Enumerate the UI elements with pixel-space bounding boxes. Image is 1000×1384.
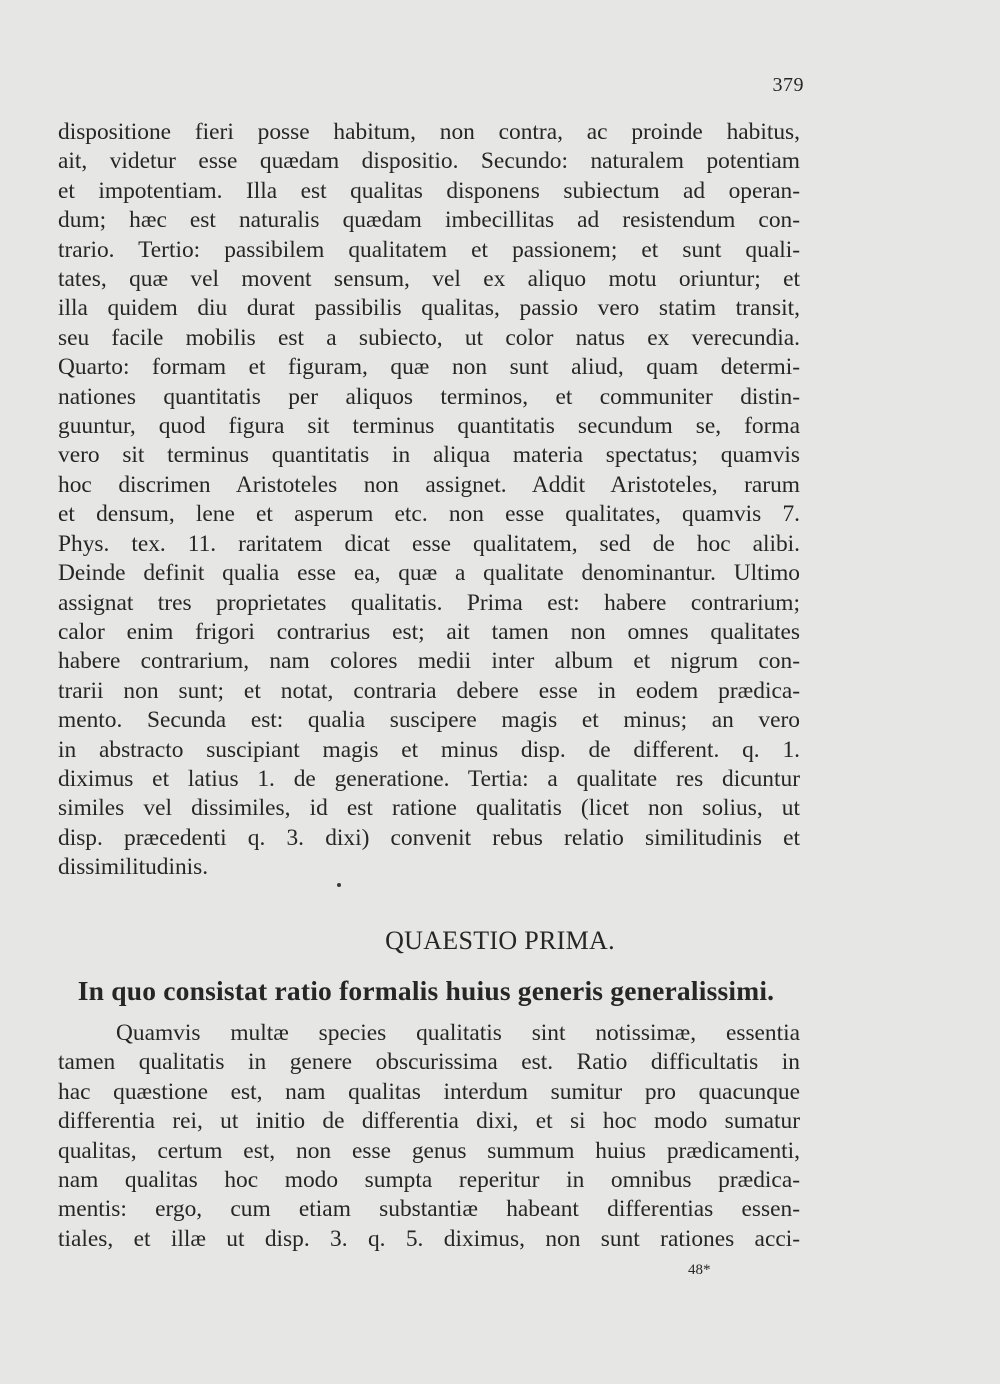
- text-line: tates, quæ vel movent sensum, vel ex aliquo motu oriuntur; et: [58, 266, 800, 293]
- text-line: guuntur, quod figura sit terminus quantitatis secundum se, forma: [58, 413, 800, 440]
- text-line: illa quidem diu durat passibilis qualitas, passio vero statim transit,: [58, 295, 800, 322]
- text-line: vero sit terminus quantitatis in aliqua materia spectatus; quamvis: [58, 442, 800, 469]
- text-line: ait, videtur esse quædam dispositio. Secundo: naturalem potentiam: [58, 148, 800, 175]
- text-line: et densum, lene et asperum etc. non esse qualitates, quamvis 7.: [58, 501, 800, 528]
- text-line: nationes quantitatis per aliquos terminos, et communiter distin-: [58, 383, 800, 410]
- text-line: calor enim frigori contrarius est; ait tamen non omnes qualitates: [58, 618, 800, 645]
- text-line: tiales, et illæ ut disp. 3. q. 5. diximus, non sunt rationes acci-: [58, 1225, 800, 1252]
- text-line: qualitas, certum est, non esse genus summum huius prædicamenti,: [58, 1137, 800, 1164]
- text-line: dispositione fieri posse habitum, non contra, ac proinde habitus,: [58, 119, 800, 145]
- text-line: assignat tres proprietates qualitatis. Prima est: habere contrarium;: [58, 589, 800, 616]
- text-line: similes vel dissimiles, id est ratione qualitatis (licet non solius, ut: [58, 795, 800, 822]
- text-line: mentis: ergo, cum etiam substantiæ habeant differentias essen-: [58, 1196, 800, 1223]
- paragraph-continuation: [58, 118, 800, 883]
- text-line: Phys. tex. 11. raritatem dicat esse qualitatem, sed de hoc alibi.: [58, 530, 800, 557]
- text-line: in abstracto suscipiant magis et minus disp. de different. q. 1.: [58, 736, 800, 763]
- text-line: hoc discrimen Aristoteles non assignet. Addit Aristoteles, rarum: [58, 471, 800, 498]
- section-subtitle: In quo consistat ratio formalis huius generis generalissimi.: [77, 975, 775, 1006]
- text-line: trario. Tertio: passibilem qualitatem et passionem; et sunt quali-: [58, 236, 800, 263]
- text-line: diximus et latius 1. de generatione. Tertia: a qualitate res dicuntur: [58, 765, 800, 792]
- separator-dot: [337, 883, 341, 887]
- signature-mark: 48*: [688, 1262, 711, 1278]
- text-line: nam qualitas hoc modo sumpta reperitur in omnibus prædica-: [58, 1167, 800, 1194]
- text-line: dum; hæc est naturalis quædam imbecillitas ad resistendum con-: [58, 207, 800, 234]
- text-line: Quamvis multæ species qualitatis sint notissimæ, essentia: [116, 1020, 800, 1046]
- text-line: hac quæstione est, nam qualitas interdum sumitur pro quacunque: [58, 1078, 800, 1105]
- text-line: Deinde definit qualia esse ea, quæ a qualitate denominantur. Ultimo: [58, 560, 800, 587]
- text-line: differentia rei, ut initio de differentia dixi, et si hoc modo sumatur: [58, 1108, 800, 1135]
- text-line: habere contrarium, nam colores medii inter album et nigrum con-: [58, 648, 800, 675]
- text-line: trarii non sunt; et notat, contraria debere esse in eodem prædica-: [58, 677, 800, 704]
- text-line: seu facile mobilis est a subiecto, ut color natus ex verecundia.: [58, 324, 800, 351]
- text-line: dissimilitudinis.: [58, 854, 209, 881]
- text-line: tamen qualitatis in genere obscurissima est. Ratio difficultatis in: [58, 1049, 800, 1076]
- text-line: Quarto: formam et figuram, quæ non sunt aliud, quam determi-: [58, 354, 800, 381]
- section-title: QUAESTIO PRIMA.: [385, 926, 615, 955]
- text-line: et impotentiam. Illa est qualitas disponens subiectum ad operan-: [58, 177, 800, 204]
- paragraph-quaestio: [58, 1019, 800, 1254]
- text-line: mento. Secunda est: qualia suscipere magis et minus; an vero: [58, 707, 800, 734]
- page-number: 379: [772, 74, 804, 96]
- text-line: disp. præcedenti q. 3. dixi) convenit rebus relatio similitudinis et: [58, 824, 800, 851]
